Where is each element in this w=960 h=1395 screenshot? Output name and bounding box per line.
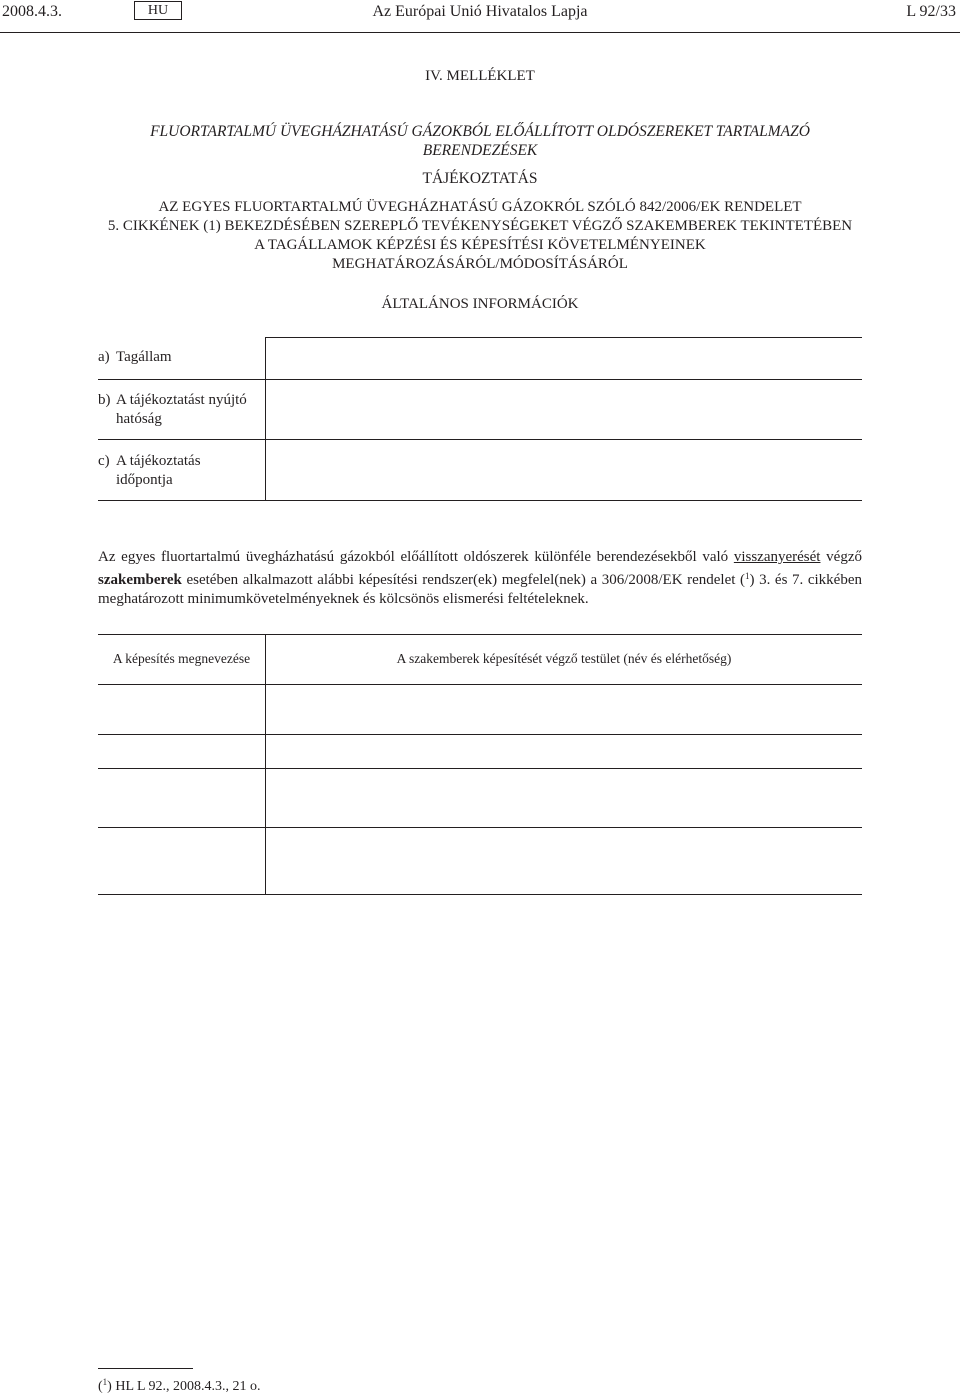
column-header-qualification: A képesítés megnevezése: [112, 651, 251, 666]
paragraph-bold: szakemberek: [98, 572, 182, 588]
table-cell[interactable]: [270, 688, 858, 730]
table-line: [98, 634, 862, 635]
table-line: [98, 768, 862, 769]
annex-title: IV. MELLÉKLET: [425, 68, 535, 84]
info-heading: TÁJÉKOZTATÁS: [422, 170, 538, 187]
table-cell[interactable]: [102, 688, 261, 730]
regulation-line-4: MEGHATÁROZÁSÁRÓL/MÓDOSÍTÁSÁRÓL: [332, 256, 628, 272]
form-line: [98, 379, 862, 380]
document-title: FLUORTARTALMÚ ÜVEGHÁZHATÁSÚ GÁZOKBÓL ELŐÁLLÍTOTT OLDÓSZEREKET TARTALMAZÓ BERENDEZÉSEK: [150, 123, 810, 159]
footnote-text: HL L 92., 2008.4.3., 21 o.: [115, 1379, 261, 1394]
body-paragraph: [98, 548, 862, 609]
paragraph-text: esetében alkalmazott alábbi képesítési rendszer(ek) megfelel(nek) a 306/2008/EK rendelet (: [181, 572, 746, 588]
table-line: [98, 734, 862, 735]
item-letter: a): [98, 349, 110, 365]
table-line: [98, 894, 862, 895]
table-line: [98, 684, 862, 685]
paragraph-text: Az egyes fluortartalmú üvegházhatású gázokból előállított oldószerek különféle berendezésekből való: [98, 549, 734, 565]
paragraph-text: végző: [820, 549, 862, 565]
header-date: 2008.4.3.: [2, 3, 62, 20]
regulation-line-1: AZ EGYES FLUORTARTALMÚ ÜVEGHÁZHATÁSÚ GÁZOKRÓL SZÓLÓ 842/2006/EK RENDELET: [158, 199, 802, 215]
member-state-field[interactable]: [272, 343, 857, 375]
table-cell[interactable]: [102, 772, 261, 823]
footnote-ref: 1: [745, 571, 750, 581]
page-number: L 92/33: [906, 3, 956, 20]
regulation-line-2: 5. CIKKÉNEK (1) BEKEZDÉSÉBEN SZEREPLŐ TEVÉKENYSÉGEKET VÉGZŐ SZAKEMBEREK TEKINTETÉBEN: [107, 218, 853, 234]
paragraph-text: ) 3. és 7. cikkében meghatározott minimumkövetelményeknek és kölcsönös elismerési feltételeknek.: [98, 572, 862, 607]
language-badge: HU: [134, 1, 182, 20]
regulation-heading: [98, 198, 862, 274]
item-letter: b): [98, 392, 111, 408]
table-divider: [265, 634, 266, 894]
date-text-cont: időpontja: [116, 472, 173, 488]
authority-field[interactable]: [272, 384, 857, 434]
journal-title: Az Európai Unió Hivatalos Lapja: [372, 3, 588, 20]
date-label: [98, 452, 258, 490]
table-cell[interactable]: [270, 831, 858, 890]
table-cell[interactable]: [102, 738, 261, 764]
authority-text-cont: hatóság: [116, 411, 162, 427]
general-info-heading: ÁLTALÁNOS INFORMÁCIÓK: [381, 296, 579, 312]
regulation-line-3: A TAGÁLLAMOK KÉPZÉSI ÉS KÉPESÍTÉSI KÖVETELMÉNYEINEK: [254, 237, 706, 253]
table-cell[interactable]: [270, 772, 858, 823]
table-cell[interactable]: [102, 831, 261, 890]
table-cell[interactable]: [270, 738, 858, 764]
date-field[interactable]: [272, 444, 857, 496]
table-line: [98, 827, 862, 828]
member-state-label: [98, 348, 258, 367]
form-divider: [265, 337, 266, 501]
column-header-body: A szakemberek képesítését végző testület (név és elérhetőség): [396, 651, 732, 666]
footnote-divider: [98, 1368, 193, 1369]
footnote: ($^1$) HL L 92., 2008.4.3., 21 o.: [98, 1377, 261, 1394]
footnote-number: 1: [102, 1377, 108, 1387]
date-text: A tájékoztatás: [116, 453, 201, 469]
authority-text: A tájékoztatást nyújtó: [116, 392, 247, 408]
member-state-text: Tagállam: [116, 349, 172, 365]
paragraph-underlined: visszanyerését: [733, 549, 821, 565]
header-divider: [0, 32, 960, 33]
form-line: [265, 337, 862, 338]
item-letter: c): [98, 453, 110, 469]
form-line: [98, 500, 862, 501]
form-line: [98, 439, 862, 440]
authority-label: [98, 391, 258, 429]
